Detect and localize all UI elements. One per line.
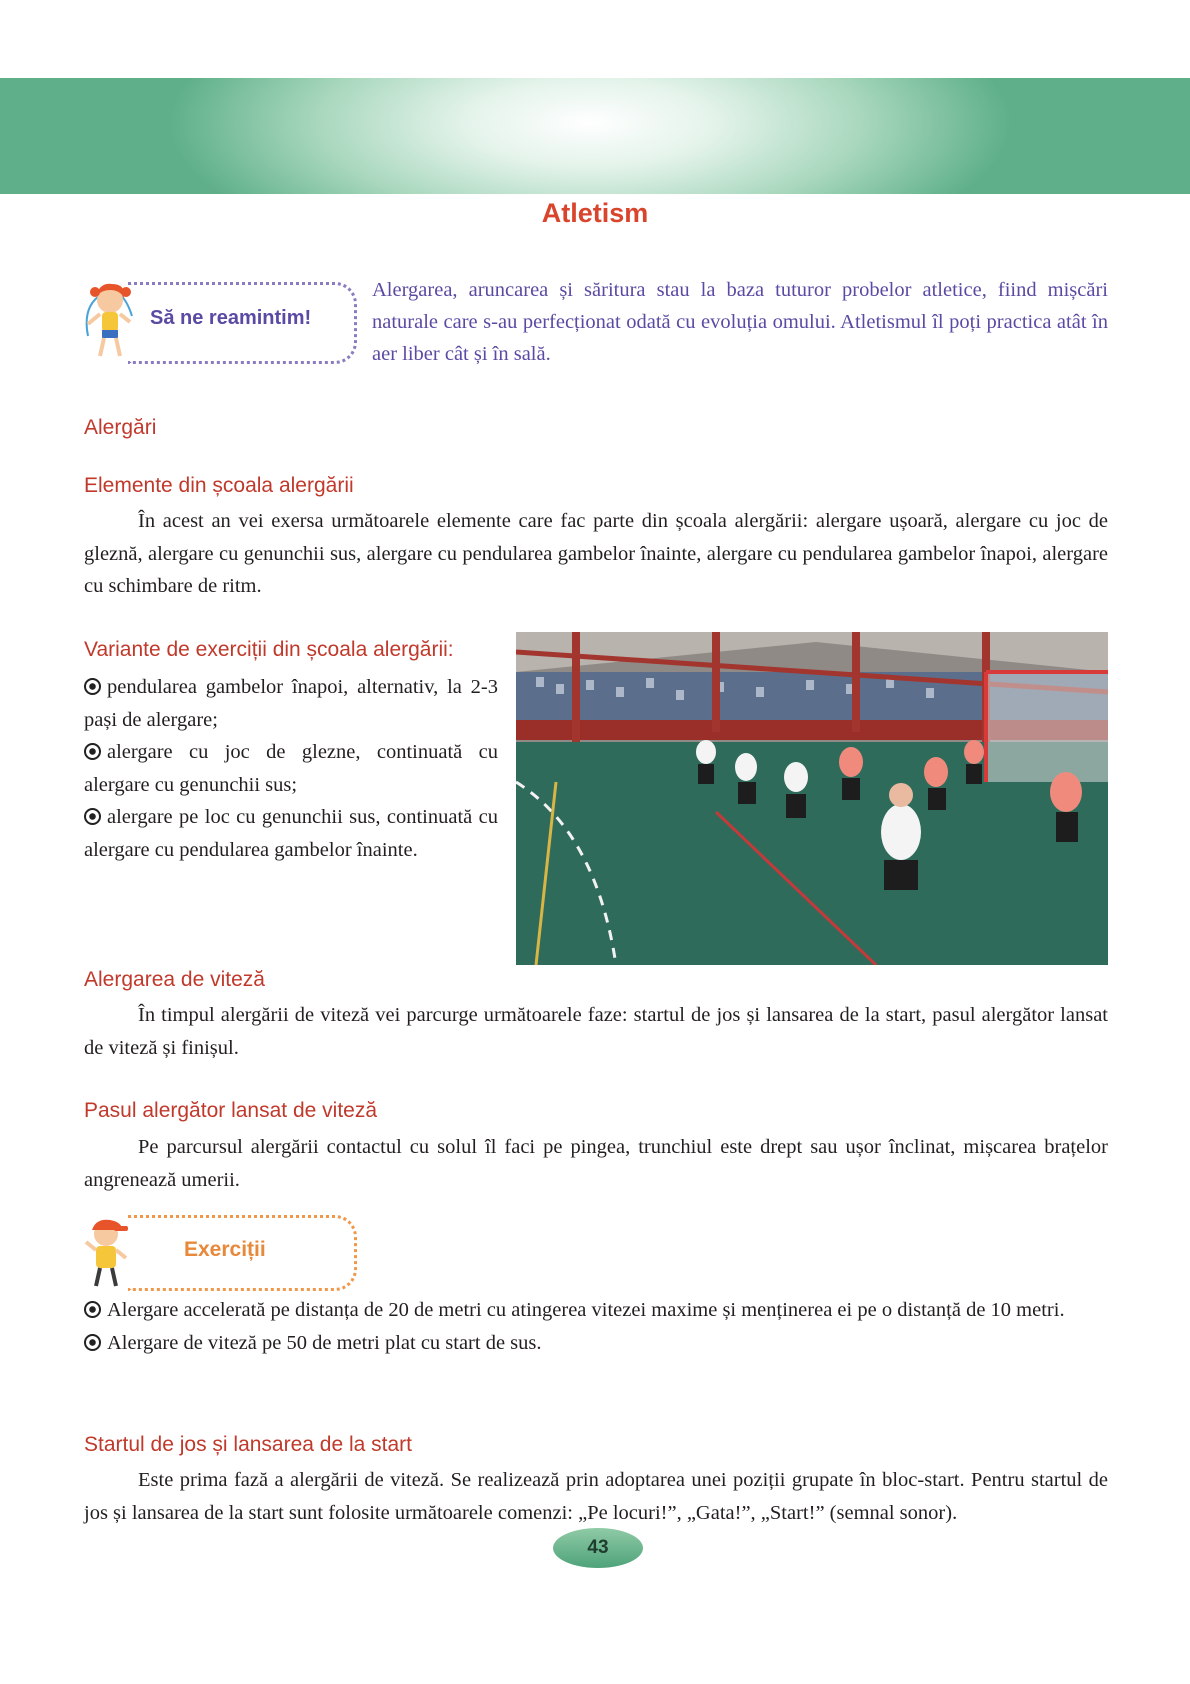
exercises-list [84, 1294, 1108, 1360]
section-heading: Alergări [84, 416, 157, 439]
page-number: 43 [553, 1528, 643, 1568]
list-item: alergare pe loc cu genunchii sus, continuată cu alergare cu pendularea gambelor înainte. [84, 806, 498, 861]
soccer-ball-icon [84, 678, 101, 695]
speed-heading: Alergarea de viteză [84, 968, 265, 991]
variants-list [84, 671, 498, 866]
remind-label: Să ne reamintim! [150, 307, 312, 329]
soccer-ball-icon [84, 1334, 101, 1351]
header-banner [0, 78, 1190, 194]
gym-photo [516, 632, 1108, 965]
exercises-label: Exerciții [184, 1238, 266, 1261]
list-item: Alergare accelerată pe distanța de 20 de metri cu atingerea vitezei maxime și menținerea ei pe o distanță de 10 metri. [84, 1294, 1108, 1327]
speed-text: În timpul alergării de viteză vei parcurge următoarele faze: startul de jos și lansarea de la start, pasul alergător lansat de viteză și finișul. [84, 1004, 1108, 1059]
list-item: Alergare de viteză pe 50 de metri plat cu start de sus. [84, 1327, 1108, 1360]
school-text-content: În acest an vei exersa următoarele elemente care fac parte din școala alergării: alergare ușoară, alergare cu joc de gleznă, alergare cu genunchii sus, alergare cu pendularea gambelor înainte, alergare cu pendularea gambelor înapoi, alergare cu schimbare de ritm. [84, 510, 1108, 597]
soccer-ball-icon [84, 743, 101, 760]
step-text: Pe parcursul alergării contactul cu solul îl faci pe pingea, trunchiul este drept sau ușor înclinat, mișcarea brațelor angrenează umerii. [84, 1136, 1108, 1191]
school-heading: Elemente din școala alergării [84, 474, 354, 497]
soccer-ball-icon [84, 808, 101, 825]
list-item: pendularea gambelor înapoi, alternativ, la 2-3 pași de alergare; [84, 676, 498, 731]
start-text: Este prima fază a alergării de viteză. Se realizează prin adoptarea unei poziții grupate în bloc-start. Pentru startul de jos și lansarea de la start sunt folosite următoarele comenzi: „Pe locuri!”, „Gata!”, „Start!” (semnal sonor). [84, 1469, 1108, 1524]
boy-cap-icon [82, 1212, 132, 1288]
intro-text: Alergarea, aruncarea și săritura stau la baza tuturor probelor atletice, fiind mișcări naturale care s-au perfecționat odată cu evoluția omului. Atletismul îl poți practica atât în aer liber cât și în sală. [372, 279, 1108, 365]
soccer-ball-icon [84, 1301, 101, 1318]
list-item: alergare cu joc de glezne, continuată cu alergare cu genunchii sus; [84, 741, 498, 796]
school-text [84, 505, 1108, 603]
variants-heading: Variante de exerciții din școala alergării: [84, 638, 454, 661]
start-heading: Startul de jos și lansarea de la start [84, 1433, 413, 1456]
step-heading: Pasul alergător lansat de viteză [84, 1099, 378, 1122]
page-title: Atletism [541, 198, 649, 228]
